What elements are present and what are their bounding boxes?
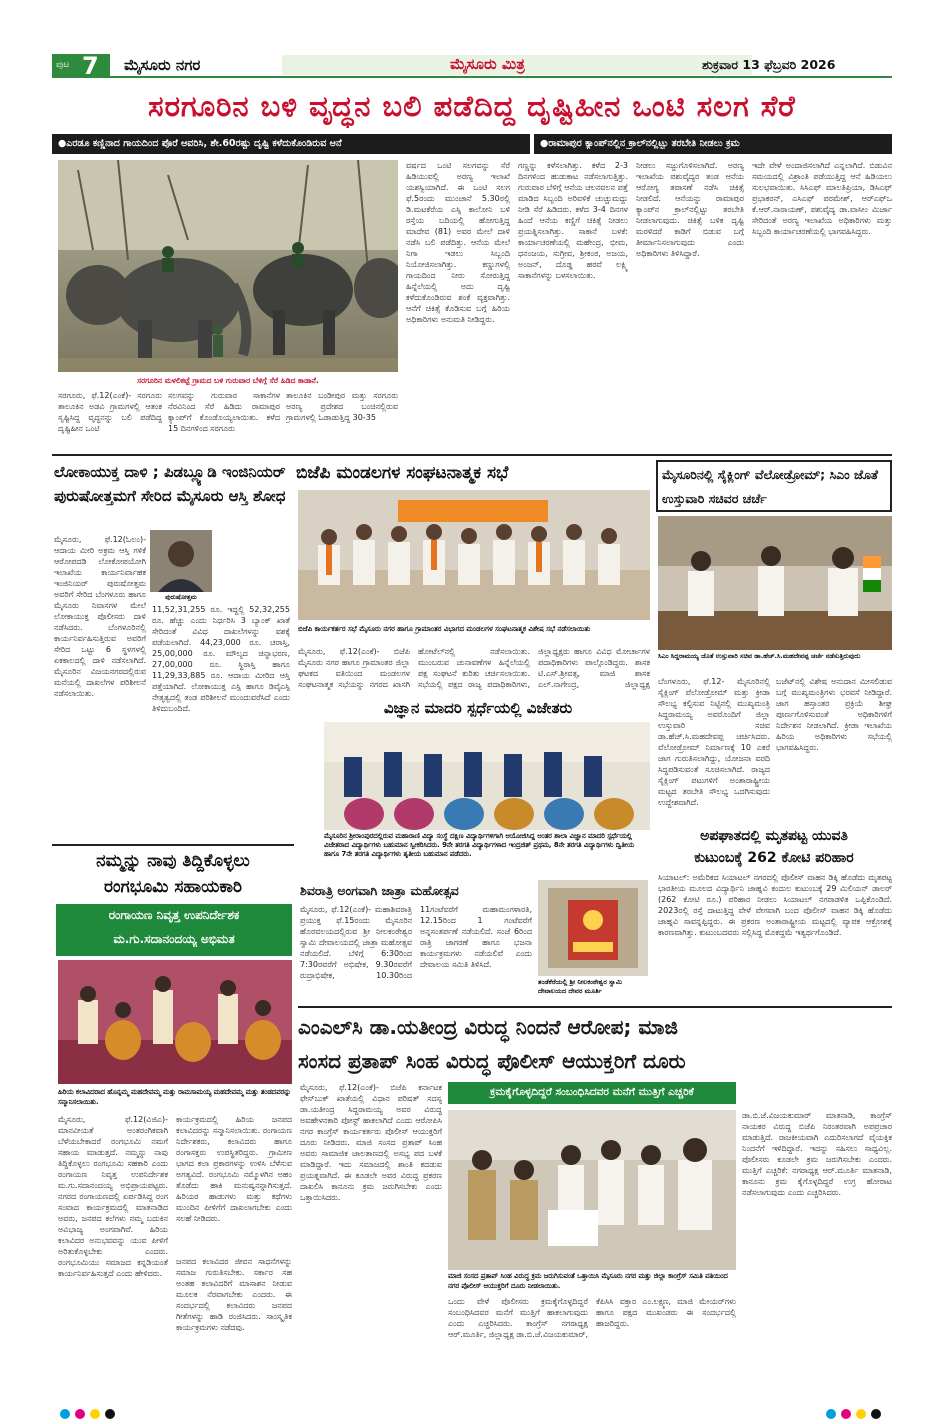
lead-body-col7: ಇದೇ ವೇಳೆ ಅಂದಾಜಿಸಲಾಗಿದೆ ಎನ್ನಲಾಗಿದೆ. ಬಿಡುವಿನ ಸಮಯದಲ್ಲಿ ವಿಶ್ರಾಂತಿ ಪಡೆಯುತ್ತಿದ್ದ ಆನೆ ಹಿಡಿಯಲು ಸುಲಭವಾಯಿತು. ಸಿಸಿಎಫ್ ಮಾಲತಿಪ್ರಿಯಾ, ಡಿಸಿಎಫ್ ಪ್ರಭಾಕರನ್, ಎಸಿಎಫ್ ಪರಮೇಶ್, ಆರ್‌ಎಫ್‌ಒ ಕೆ.ಆರ್.ನಾರಾಯಣ್, ಪಶುವೈದ್ಯ ಡಾ.ವಾಸೀಂ ಮಿರ್ಜಾ ಸೇರಿದಂತೆ ಅರಣ್ಯ ಇಲಾಖೆಯ ಅಧಿಕಾರಿಗಳು ಮತ್ತು ಸಿಬ್ಬಂದಿ ಕಾರ್ಯಾಚರಣೆಯಲ್ಲಿ ಭಾಗವಹಿಸಿದ್ದರು. — [752, 161, 892, 236]
magenta-dot — [841, 1409, 851, 1419]
police-complaint-illustration — [448, 1110, 736, 1270]
lead-body-col6: ನೀಡಲು ಸಜ್ಜುಗೊಳಿಸಲಾಗಿದೆ. ಅರಣ್ಯ ಇಲಾಖೆಯ ಪಶುವೈದ್ಯರ ತಂಡ ಆನೆಯ ಆರೋಗ್ಯ ತಪಾಸಣೆ ನಡೆಸಿ ಚಿಕಿತ್ಸೆ ನೀಡಲಿದೆ. ಆನೆಯನ್ನು ರಾಮಾಪುರ ಕ್ಯಾಂಪ್‌ನ ಕ್ರಾಲ್‌ನಲ್ಲಿಟ್ಟು ತರಬೇತಿ ನೀಡಲಾಗುವುದು. ಚಿಕಿತ್ಸೆ ಬಳಿಕ ದೃಷ್ಟಿ ಮರಳಿದರೆ ಕಾಡಿಗೆ ಬಿಡುವ ಬಗ್ಗೆ ತೀರ್ಮಾನಿಸಲಾಗುವುದು ಎಂದು ಅಧಿಕಾರಿಗಳು ತಿಳಿಸಿದ್ದಾರೆ. — [636, 161, 744, 258]
lokayukta-body-2: 11,52,31,255 ರೂ. ಇದ್ದಲ್ಲಿ 52,32,255 ರೂ. ಹೆಚ್ಚು ಎಂದು ನಿರ್ಧರಿಸಿ 3 ಬ್ಯಾಂಕ್ ಖಾತೆ ಸೇರಿದಂತೆ ವಿವಿಧ ದಾಖಲೆಗಳನ್ನು ವಶಕ್ಕೆ ಪಡೆಯಲಾಗಿದೆ. 44,23,000 ರೂ. ಚರಾಸ್ತಿ, 25,00,000 ರೂ. ಮೌಲ್ಯದ ಚಿನ್ನಾಭರಣ, 27,00,000 ರೂ. ಸ್ಥಿರಾಸ್ತಿ ಹಾಗೂ 11,29,33,885 ರೂ. ಆದಾಯ ಮೀರಿದ ಆಸ್ತಿ ಪತ್ತೆಯಾಗಿದೆ. ಲೋಕಾಯುಕ್ತ ಎಸ್ಪಿ ಹಾಗೂ ಡಿವೈಎಸ್ಪಿ ನೇತೃತ್ವದಲ್ಲಿ ತಂಡ ಪರಿಶೀಲನೆ ಮುಂದುವರೆಸಿದೆ ಎಂದು ತಿಳಿದುಬಂದಿದೆ. — [152, 605, 290, 713]
yellow-dot — [90, 1409, 100, 1419]
elephant-illustration — [58, 160, 398, 372]
lead-photo-caption: ಸರಗೂರಿನ ಮಳಲಿಕಟ್ಟೆ ಗ್ರಾಮದ ಬಳಿ ಗುರುವಾರ ಬೆಳಿಗ್ಗೆ ಸೆರೆ ಹಿಡಿದ ಕಾಡಾನೆ. — [137, 376, 319, 385]
divider — [298, 1006, 892, 1008]
page-number-box — [52, 54, 110, 78]
portrait-photo — [150, 530, 212, 592]
students-illustration — [324, 722, 650, 830]
felicitation-illustration — [58, 960, 292, 1084]
lead-subbar-right: ●ರಾಮಾಪುರ ಕ್ಯಾಂಪ್‌ನಲ್ಲಿನ ಕ್ರಾಲ್‌ನಲ್ಲಿಟ್ಟು ತರಬೇತಿ ನೀಡಲು ಕ್ರಮ — [534, 134, 892, 154]
bjp-photo-caption: ಬಿಜೆಪಿ ಕಾರ್ಯಕರ್ತರ ಸಭೆ ಮೈಸೂರು ನಗರ ಹಾಗೂ ಗ್ರಾಮಾಂತರ ವಿಭಾಗದ ಮಂಡಲಗಳ ಸಂಘಟನಾತ್ಮಕ ವಿಶೇಷ ಸಭೆ ನಡೆಸಲಾಯಿತು — [298, 625, 591, 633]
divider — [52, 454, 892, 456]
lead-headline: ಸರಗೂರಿನ ಬಳಿ ವೃದ್ಧನ ಬಲಿ ಪಡೆದಿದ್ದ ದೃಷ್ಟಿಹೀನ ಒಂಟಿ ಸಲಗ ಸೆರೆ — [148, 89, 796, 123]
page-label: ಪುಟ — [56, 60, 70, 70]
section-name: ಮೈಸೂರು ನಗರ — [124, 56, 201, 74]
lokayukta-body-2b — [214, 534, 290, 600]
velodrome-headline-box — [656, 460, 892, 512]
lead-body-col2: ಸಲಗವನ್ನು ಗುರುವಾರ ಸಾಕಾನೆಗಳ ನೆರವಿನಿಂದ ಸೆರೆ ಹಿಡಿದು ರಾಮಾಪುರ ಕ್ಯಾಂಪ್‌ಗೆ ಕೊಂಡೊಯ್ಯಲಾಯಿತು. ಕಳೆದ 15 ದಿನಗಳಿಂದ ಸರಗೂರು — [168, 391, 280, 433]
rangayana-subbar: ರಂಗಾಯಣ ನಿವೃತ್ತ ಉಪನಿರ್ದೇಶಕ ಮ.ಗು.ಸದಾನಂದಯ್ಯ ಅಭಿಮತ — [56, 904, 292, 956]
lead-body-col4: ವರ್ಷದ ಒಂಟಿ ಸಲಗವನ್ನು ಸೆರೆ ಹಿಡಿಯುವಲ್ಲಿ ಅರಣ್ಯ ಇಲಾಖೆ ಯಶಸ್ವಿಯಾಗಿದೆ. ಈ ಒಂಟಿ ಸಲಗ ಫೆ.5ರಂದು ಮುಂಜಾನೆ 5.30ರಲ್ಲಿ ಡಿ.ಮಟಕೆರೆಯ ಎಸ್ಸಿ ಕಾಲೋನಿ ಬಳಿ ರಸ್ತೆಯ ಬದಿಯಲ್ಲಿ ಹೋಗುತ್ತಿದ್ದ ಮಾದೇವ (81) ಅವರ ಮೇಲೆ ದಾಳಿ ನಡೆಸಿ ಬಲಿ ಪಡೆದಿತ್ತು. ಆನೆಯ ಮೇಲೆ ನಿಗಾ ಇಡಲು ಸಿಬ್ಬಂದಿ ನಿಯೋಜಿಸಲಾಗಿತ್ತು. ಕಣ್ಣುಗಳಲ್ಲಿ ಗಾಯದಿಂದ ನೀರು ಸೋರುತ್ತಿದ್ದ ಹಿನ್ನೆಲೆಯಲ್ಲಿ ಅದು ದೃಷ್ಟಿ ಕಳೆದುಕೊಂಡಿರುವ ಶಂಕೆ ವ್ಯಕ್ತವಾಗಿತ್ತು. ಆನೆಗೆ ಚಿಕಿತ್ಸೆ ಕೊಡಿಸುವ ಬಗ್ಗೆ ಹಿರಿಯ ಅಧಿಕಾರಿಗಳು ಅನುಮತಿ ನೀಡಿದ್ದರು. — [406, 161, 510, 324]
shivaratri-headline: ಶಿವರಾತ್ರಿ ಅಂಗವಾಗಿ ಜಾತ್ರಾ ಮಹೋತ್ಸವ — [300, 883, 459, 898]
bjp-body: ಮೈಸೂರು, ಫೆ.12(ಎಂಕೆ)- ಬಿಜೆಪಿ ಮೈಸೂರು ನಗರ ಹಾಗೂ ಗ್ರಾಮಾಂತರ ಜಿಲ್ಲಾ ಘಟಕದ ವತಿಯಿಂದ ಮಂಡಲಗಳ ಸಂಘಟನಾತ್ಮಕ ಸಭೆಯನ್ನು ನಗರದ ಖಾಸಗಿ ಹೋಟೆಲ್‌ನಲ್ಲಿ ನಡೆಸಲಾಯಿತು. ಮುಂಬರುವ ಚುನಾವಣೆಗಳ ಹಿನ್ನೆಲೆಯಲ್ಲಿ ಪಕ್ಷ ಸಂಘಟನೆ ಕುರಿತು ಚರ್ಚಿಸಲಾಯಿತು. ಸಭೆಯಲ್ಲಿ ಪಕ್ಷದ ರಾಜ್ಯ ಪದಾಧಿಕಾರಿಗಳು, ಜಿಲ್ಲಾಧ್ಯಕ್ಷರು ಹಾಗೂ ವಿವಿಧ ಮೋರ್ಚಾಗಳ ಪದಾಧಿಕಾರಿಗಳು ಪಾಲ್ಗೊಂಡಿದ್ದರು. ಶಾಸಕ ಟಿ.ಎಸ್.ಶ್ರೀವತ್ಸ, ಮಾಜಿ ಶಾಸಕ ಎಲ್.ನಾಗೇಂದ್ರ, ಜಿಲ್ಲಾಧ್ಯಕ್ಷ — [298, 647, 650, 689]
lokayukta-headline: ಲೋಕಾಯುಕ್ತ ದಾಳಿ ; ಪಿಡಬ್ಲ್ಯೂಡಿ ಇಂಜಿನಿಯರ್ ಪುರುಷೋತ್ತಮಗೆ ಸೇರಿದ ಮೈಸೂರು ಆಸ್ತಿ ಶೋಧ — [54, 463, 286, 505]
science-headline: ವಿಜ್ಞಾನ ಮಾದರಿ ಸ್ಪರ್ಧೆಯಲ್ಲಿ ವಿಜೇತರು — [383, 699, 573, 717]
complaint-body: ಮೈಸೂರು, ಫೆ.12(ಎಂಕೆ)- ಬಿಜೆಪಿ ಕರ್ನಾಟಕ ಫೇಸ್‌ಬುಕ್ ಖಾತೆಯಲ್ಲಿ ವಿಧಾನ ಪರಿಷತ್ ಸದಸ್ಯ ಡಾ.ಯತೀಂದ್ರ ಸಿದ್ದರಾಮಯ್ಯ ಅವರ ವಿರುದ್ಧ ಅವಹೇಳನಕಾರಿ ಪೋಸ್ಟ್ ಹಾಕಲಾಗಿದೆ ಎಂದು ಆರೋಪಿಸಿ ನಗರ ಕಾಂಗ್ರೆಸ್ ಕಾರ್ಯಕರ್ತರು ಪೊಲೀಸ್ ಆಯುಕ್ತರಿಗೆ ದೂರು ನೀಡಿದರು. ಮಾಜಿ ಸಂಸದ ಪ್ರತಾಪ್ ಸಿಂಹ ಅವರು ಸಾಮಾಜಿಕ ಜಾಲತಾಣದಲ್ಲಿ ಅಸಭ್ಯ ಪದ ಬಳಕೆ ಮಾಡಿದ್ದಾರೆ. ಇದು ಸಮಾಜದಲ್ಲಿ ಶಾಂತಿ ಕದಡುವ ಪ್ರಯತ್ನವಾಗಿದೆ. ಈ ಕೂಡಲೇ ಅವರ ವಿರುದ್ಧ ಪ್ರಕರಣ ದಾಖಲಿಸಿ ಕಾನೂನು ಕ್ರಮ ಜರುಗಿಸಬೇಕು ಎಂದು ಒತ್ತಾಯಿಸಿದರು. — [300, 1083, 442, 1202]
rangayana-body-2: ಕಾರ್ಯಕ್ರಮದಲ್ಲಿ ಹಿರಿಯ ಜನಪದ ಕಲಾವಿದರನ್ನು ಸನ್ಮಾನಿಸಲಾಯಿತು. ರಂಗಾಯಣ ನಿರ್ದೇಶಕರು, ಕಲಾವಿದರು ಹಾಗೂ ರಂಗಾಸಕ್ತರು ಉಪಸ್ಥಿತರಿದ್ದರು. ಗ್ರಾಮೀಣ ಭಾಗದ ಕಲಾ ಪ್ರಕಾರಗಳನ್ನು ಉಳಿಸಿ ಬೆಳೆಸುವ ಅಗತ್ಯವಿದೆ. ರಂಗಭೂಮಿ ನಮ್ಮೊಳಗಿನ ಅಹಂ ತೊಡೆದು ಹಾಕಿ ಮನುಷ್ಯನನ್ನಾಗಿಸುತ್ತದೆ. ಹಿರಿಯರ ಹಾಡುಗಳು ಮತ್ತು ಕಥೆಗಳು ಮುಂದಿನ ಪೀಳಿಗೆಗೆ ದಾಖಲಾಗಬೇಕು ಎಂದು ಸಲಹೆ ನೀಡಿದರು. — [176, 1115, 292, 1223]
lead-body-col3: ತಾಲೂಕಿನ ಬಂಡೀಪುರ ಮತ್ತು ಸರಗೂರು ಅರಣ್ಯ ಪ್ರದೇಶದ ಬಂಚಿನಲ್ಲಿರುವ ಗ್ರಾಮಗಳಲ್ಲಿ ಓಡಾಡುತ್ತಿದ್ದ 30-35 — [286, 391, 398, 422]
complaint-headline-2: ಸಂಸದ ಪ್ರತಾಪ್ ಸಿಂಹ ವಿರುದ್ಧ ಪೊಲೀಸ್ ಆಯುಕ್ತರಿಗೆ ದೂರು — [298, 1049, 686, 1073]
rangayana-body-3: ಜನಪದ ಕಲಾವಿದರ ಜೀವನ ಸಾಧನೆಗಳನ್ನು ಸಮಾಜ ಗುರುತಿಸಬೇಕು. ಸರ್ಕಾರ ಸಹ ಅಂತಹ ಕಲಾವಿದರಿಗೆ ಮಾಸಾಶನ ನೀಡುವ ಮೂಲಕ ನೆರವಾಗಬೇಕು ಎಂದರು. ಈ ಸಂದರ್ಭದಲ್ಲಿ ಕಲಾವಿದರು ಜನಪದ ಗೀತೆಗಳನ್ನು ಹಾಡಿ ರಂಜಿಸಿದರು. ಸಾಂಸ್ಕೃತಿಕ ಕಾರ್ಯಕ್ರಮಗಳು ನಡೆದವು. — [176, 1257, 292, 1332]
velodrome-photo-caption: ಸಿಎಂ ಸಿದ್ದರಾಮಯ್ಯ ಜೊತೆ ಉಸ್ತುವಾರಿ ಸಚಿವ ಡಾ.ಹೆಚ್.ಸಿ.ಮಹದೇವಪ್ಪ ಚರ್ಚೆ ನಡೆಸುತ್ತಿರುವುದು — [658, 652, 861, 660]
cyan-dot — [826, 1409, 836, 1419]
shivaratri-photo — [538, 880, 648, 976]
paper-name: ಮೈಸೂರು ಮಿತ್ರ — [450, 55, 525, 73]
lokayukta-body: ಮೈಸೂರು, ಫೆ.12(ಓಲಂ)- ಆದಾಯ ಮೀರಿ ಅಕ್ರಮ ಆಸ್ತಿ ಗಳಿಕೆ ಆರೋಪದಡಿ ಲೋಕೋಪಯೋಗಿ ಇಲಾಖೆಯ ಕಾರ್ಯನಿರ್ವಾಹಕ ಇಂಜಿನಿಯರ್ ಪುರುಷೋತ್ತಮ ಅವರಿಗೆ ಸೇರಿದ ಬೆಂಗಳೂರು ಹಾಗೂ ಮೈಸೂರು ನಿವಾಸಗಳ ಮೇಲೆ ಲೋಕಾಯುಕ್ತ ಪೊಲೀಸರು ದಾಳಿ ನಡೆಸಿದರು. ಬೆಂಗಳೂರಿನಲ್ಲಿ ಕಾರ್ಯನಿರ್ವಹಿಸುತ್ತಿರುವ ಅವರಿಗೆ ಸೇರಿದ ಒಟ್ಟು 6 ಸ್ಥಳಗಳಲ್ಲಿ ಏಕಕಾಲದಲ್ಲಿ ದಾಳಿ ನಡೆಸಲಾಗಿದೆ. ಮೈಸೂರಿನ ವಿಜಯನಗರದಲ್ಲಿರುವ ಮನೆಯಲ್ಲಿ ದಾಖಲೆಗಳ ಪರಿಶೀಲನೆ ನಡೆಸಲಾಯಿತು. — [54, 535, 146, 698]
portrait-illustration — [150, 530, 212, 592]
issue-date: ಶುಕ್ರವಾರ 13 ಫೆಬ್ರವರಿ 2026 — [702, 57, 836, 72]
accident-body: ಸಿಯಾಟಲ್: ಅಮೆರಿಕದ ಸಿಯಾಟಲ್ ನಗರದಲ್ಲಿ ಪೊಲೀಸ್ ವಾಹನ ಡಿಕ್ಕಿ ಹೊಡೆದು ಮೃತಪಟ್ಟ ಭಾರತೀಯ ಮೂಲದ ವಿದ್ಯಾರ್ಥಿನಿ ಜಾಹ್ನವಿ ಕಂದುಲ ಕುಟುಂಬಕ್ಕೆ 29 ಮಿಲಿಯನ್ ಡಾಲರ್ (262 ಕೋಟಿ ರೂ.) ಪರಿಹಾರ ನೀಡಲು ಸಿಯಾಟಲ್ ನಗರಾಡಳಿತ ಒಪ್ಪಿಕೊಂಡಿದೆ. 2023ರಲ್ಲಿ ರಸ್ತೆ ದಾಟುತ್ತಿದ್ದ ವೇಳೆ ವೇಗವಾಗಿ ಬಂದ ಪೊಲೀಸ್ ವಾಹನ ಡಿಕ್ಕಿ ಹೊಡೆದು ಜಾಹ್ನವಿ ಸಾವನ್ನಪ್ಪಿದ್ದರು. ಈ ಪ್ರಕರಣ ಅಂತಾರಾಷ್ಟ್ರೀಯ ಮಟ್ಟದಲ್ಲಿ ವ್ಯಾಪಕ ಆಕ್ರೋಶಕ್ಕೆ ಕಾರಣವಾಗಿತ್ತು. ಕುಟುಂಬದವರು ಸಲ್ಲಿಸಿದ್ದ ಮೊಕದ್ದಮೆ ಇತ್ಯರ್ಥಗೊಂಡಿದೆ. — [658, 873, 892, 937]
elephant-photo — [58, 160, 398, 372]
complaint-headline-1: ಎಂಎಲ್‌ಸಿ ಡಾ.ಯತೀಂದ್ರ ವಿರುದ್ಧ ನಿಂದನೆ ಆರೋಪ; ಮಾಜಿ — [298, 1015, 678, 1039]
magenta-dot — [75, 1409, 85, 1419]
black-dot — [871, 1409, 881, 1419]
rangayana-photo — [58, 960, 292, 1084]
lead-subbar-left: ●ಎರಡೂ ಕಣ್ಣಿನಾದ ಗಾಯದಿಂದ ಪೊರೆ ಆವರಿಸಿ, ಶೇ.60ರಷ್ಟು ದೃಷ್ಟಿ ಕಳೆದುಕೊಂಡಿರುವ ಆನೆ — [52, 134, 530, 154]
office-meeting-illustration — [658, 516, 892, 650]
science-photo-caption: ಮೈಸೂರಿನ ಶ್ರೀರಾಂಪುರದಲ್ಲಿರುವ ಮಹಾರಾಣಿ ವಿದ್ಯಾ ಸಂಸ್ಥೆ ದಕ್ಷಿಣ ವಿದ್ಯಾರ್ಥಿಗಳಿಗಾಗಿ ಆಯೋಜಿಸಿದ್ದ ಅಂತರ ಶಾಲಾ ವಿಜ್ಞಾನ ಮಾದರಿ ಸ್ಪರ್ಧೆಯಲ್ಲಿ ವಿಜೇತರಾದ ವಿದ್ಯಾರ್ಥಿಗಳು ಬಹುಮಾನ ಸ್ವೀಕರಿಸಿದರು. 9ನೇ ತರಗತಿ ವಿದ್ಯಾರ್ಥಿಗಳಾದ ಇಂದ್ರಜಿತ್ ಪ್ರಥಮ, 8ನೇ ತರಗತಿ ವಿದ್ಯಾರ್ಥಿಗಳು ದ್ವಿತೀಯ ಹಾಗೂ 7ನೇ ತರಗತಿ ವಿದ್ಯಾರ್ಥಿಗಳು ತೃತೀಯ ಬಹುಮಾನ ಪಡೆದರು. — [324, 832, 635, 858]
bjp-photo — [298, 490, 650, 620]
lead-body-col5: ಗಣ್ಣನ್ನು ಕಳೆಸಲಾಗಿತ್ತು. ಕಳೆದ 2-3 ದಿನಗಳಿಂದ ಹುಡುಕಾಟ ನಡೆಸಲಾಗುತ್ತಿತ್ತು. ಗುರುವಾರ ಬೆಳಿಗ್ಗೆ ಆನೆಯ ಚಲನವಲನ ಪತ್ತೆ ಮಾಡಿದ ಸಿಬ್ಬಂದಿ ಅರಿವಳಿಕೆ ಚುಚ್ಚುಮದ್ದು ನೀಡಿ ಸೆರೆ ಹಿಡಿದರು. ಕಳೆದ 3-4 ದಿನಗಳ ಹಿಂದೆ ಆನೆಯ ಕಣ್ಣಿಗೆ ಚಿಕಿತ್ಸೆ ನೀಡಲು ಪ್ರಯತ್ನಿಸಲಾಗಿತ್ತು. ಸಾಕಾನೆ ಬಳಕೆ: ಕಾರ್ಯಾಚರಣೆಯಲ್ಲಿ ಮಹೇಂದ್ರ, ಭೀಮ, ಧನಂಜಯ, ಸುಗ್ರೀವ, ಶ್ರೀಕಂಠ, ಅಜಯ, ಅಂಜನ್, ದೊಡ್ಡ ಹರವೆ ಲಕ್ಷ್ಮಿ ಸಾಕಾನೆಗಳನ್ನು ಬಳಸಲಾಯಿತು. — [518, 161, 628, 280]
complaint-body-2: ಒಂದು ವೇಳೆ ಪೊಲೀಸರು ಕ್ರಮಕೈಗೊಳ್ಳದಿದ್ದರೆ ಸಂಬಂಧಿಸಿದವರ ಮನೆಗೆ ಮುತ್ತಿಗೆ ಹಾಕಲಾಗುವುದು ಎಂದು ಎಚ್ಚರಿಸಿದರು. ಕಾಂಗ್ರೆಸ್ ನಗರಾಧ್ಯಕ್ಷ ಆರ್.ಮೂರ್ತಿ, ಜಿಲ್ಲಾಧ್ಯಕ್ಷ ಡಾ.ಬಿ.ಜೆ.ವಿಜಯಕುಮಾರ್, ಕೆಪಿಸಿಸಿ ವಕ್ತಾರ ಎಂ.ಲಕ್ಷ್ಮಣ, ಮಾಜಿ ಮೇಯರ್‌ಗಳು ಹಾಗೂ ಪಕ್ಷದ ಮುಖಂಡರು ಈ ಸಂದರ್ಭದಲ್ಲಿ ಹಾಜರಿದ್ದರು. — [448, 1297, 736, 1339]
complaint-body-3: ಡಾ.ಬಿ.ಜೆ.ವಿಜಯಕುಮಾರ್ ಮಾತನಾಡಿ, ಕಾಂಗ್ರೆಸ್ ನಾಯಕರ ವಿರುದ್ಧ ಬಿಜೆಪಿ ನಿರಂತರವಾಗಿ ಅಪಪ್ರಚಾರ ಮಾಡುತ್ತಿದೆ. ರಾಜಕೀಯವಾಗಿ ಎದುರಿಸಲಾಗದೆ ವೈಯಕ್ತಿಕ ನಿಂದನೆಗೆ ಇಳಿದಿದ್ದಾರೆ. ಇದನ್ನು ಸಹಿಸಲು ಸಾಧ್ಯವಿಲ್ಲ. ಪೊಲೀಸರು ಕೂಡಲೇ ಕ್ರಮ ಜರುಗಿಸಬೇಕು ಎಂದರು. ಮುತ್ತಿಗೆ ಎಚ್ಚರಿಕೆ: ನಗರಾಧ್ಯಕ್ಷ ಆರ್.ಮೂರ್ತಿ ಮಾತನಾಡಿ, ಕಾನೂನು ಕ್ರಮ ಕೈಗೊಳ್ಳದಿದ್ದರೆ ಉಗ್ರ ಹೋರಾಟ ನಡೆಸಲಾಗುವುದು ಎಂದು ಎಚ್ಚರಿಸಿದರು. — [742, 1111, 892, 1197]
velodrome-body-2: ಬಜೆಟ್‌ನಲ್ಲಿ ವಿಶೇಷ ಅನುದಾನ ಮೀಸಲಿಡುವ ಬಗ್ಗೆ ಮುಖ್ಯಮಂತ್ರಿಗಳು ಭರವಸೆ ನೀಡಿದ್ದಾರೆ. ಜಾಗ ಹಸ್ತಾಂತರ ಪ್ರಕ್ರಿಯೆ ಶೀಘ್ರ ಪೂರ್ಣಗೊಳಿಸುವಂತೆ ಅಧಿಕಾರಿಗಳಿಗೆ ನಿರ್ದೇಶನ ನೀಡಲಾಗಿದೆ. ಕ್ರೀಡಾ ಇಲಾಖೆಯ ಹಿರಿಯ ಅಧಿಕಾರಿಗಳು ಸಭೆಯಲ್ಲಿ ಭಾಗವಹಿಸಿದ್ದರು. — [776, 677, 892, 752]
shivaratri-body: ಮೈಸೂರು, ಫೆ.12(ಎಂಕೆ)- ಮಹಾಶಿವರಾತ್ರಿ ಪ್ರಯುಕ್ತ ಫೆ.15ರಂದು ಮೈಸೂರಿನ ಹೊರವಲಯದಲ್ಲಿರುವ ಶ್ರೀ ನೀಲಕಂಠೇಶ್ವರ ಸ್ವಾಮಿ ದೇವಾಲಯದಲ್ಲಿ ಜಾತ್ರಾ ಮಹೋತ್ಸವ ನಡೆಯಲಿದೆ. ಬೆಳಿಗ್ಗೆ 6:30ರಿಂದ 7:30ರವರೆಗೆ ಅಭಿಷೇಕ, 9.30ರವರೆಗೆ ರುದ್ರಾಭಿಷೇಕ, 10.30ರಿಂದ 11ಗಂಟೆವರೆಗೆ ಮಹಾಮಂಗಳಾರತಿ, 12.15ರಿಂದ 1 ಗಂಟೆವರೆಗೆ ಅನ್ನಸಂತರ್ಪಣೆ ನಡೆಯಲಿದೆ. ಸಂಜೆ 6ರಿಂದ ರಾತ್ರಿ ಜಾಗರಣೆ ಹಾಗೂ ಭಜನಾ ಕಾರ್ಯಕ್ರಮಗಳು ನಡೆಯಲಿವೆ ಎಂದು ದೇವಾಲಯ ಸಮಿತಿ ತಿಳಿಸಿದೆ. — [300, 905, 532, 980]
meeting-illustration — [298, 490, 650, 620]
bjp-headline: ಬಿಜೆಪಿ ಮಂಡಲಗಳ ಸಂಘಟನಾತ್ಮಕ ಸಭೆ — [296, 463, 509, 483]
yellow-dot — [856, 1409, 866, 1419]
masthead — [52, 52, 892, 78]
science-photo — [324, 722, 650, 830]
page-number: 7 — [82, 52, 99, 80]
footer-color-dots-right — [826, 1404, 886, 1423]
shivaratri-photo-caption: ತಂಡೆಕೆರೆಯಲ್ಲಿ ಶ್ರೀ ನೀಲಕಂಠೇಶ್ವರ ಸ್ವಾಮಿ ದೇವಾಲಯದ ದೇವರ ಮೂರ್ತಿ — [538, 978, 623, 995]
velodrome-headline: ಮೈಸೂರಿನಲ್ಲಿ ಸೈಕ್ಲಿಂಗ್ ವೆಲೋಡ್ರೋಮ್; ಸಿಎಂ ಜೊತೆ ಉಸ್ತುವಾರಿ ಸಚಿವರ ಚರ್ಚೆ — [662, 467, 879, 506]
rangayana-headline-1: ನಮ್ಮನ್ನು ನಾವು ತಿದ್ದಿಕೊಳ್ಳಲು — [96, 851, 250, 871]
rangayana-headline-2: ರಂಗಭೂಮಿ ಸಹಾಯಕಾರಿ — [104, 877, 242, 897]
accident-headline-1: ಅಪಘಾತದಲ್ಲಿ ಮೃತಪಟ್ಟ ಯುವತಿ — [700, 828, 848, 844]
complaint-subbar: ಕ್ರಮಕೈಗೊಳ್ಳದಿದ್ದರೆ ಸಂಬಂಧಿಸಿದವರ ಮನೆಗೆ ಮುತ್ತಿಗೆ ಎಚ್ಚರಿಕೆ — [448, 1082, 736, 1104]
rangayana-photo-caption: ಹಿರಿಯ ಕಲಾವಿದರಾದ ಹೊನ್ನಮ್ಮ ಮಹದೇವಮ್ಮ ಮತ್ತು ರಾಮಸಾಮಯ್ಯ ಮಹದೇವಮ್ಮ ಮತ್ತು ತಂಡದವರನ್ನು ಸನ್ಮಾನಿಸಲಾಯಿತು. — [58, 1088, 291, 1106]
cyan-dot — [60, 1409, 70, 1419]
divider — [52, 844, 294, 846]
complaint-photo — [448, 1110, 736, 1270]
velodrome-photo — [658, 516, 892, 650]
lead-body-col1: ಸರಗೂರು, ಫೆ.12(ಎಂಕೆ)- ಸರಗೂರು ತಾಲೂಕಿನ ಅಡವಿ ಗ್ರಾಮಗಳಲ್ಲಿ ಆತಂಕ ಸೃಷ್ಟಿಸಿದ್ದ ವೃದ್ಧನನ್ನು ಬಲಿ ಪಡೆದಿದ್ದ ದೃಷ್ಟಿಹೀನ ಒಂಟಿ — [58, 391, 162, 433]
deity-illustration — [538, 880, 648, 976]
portrait-caption: ಪುರುಷೋತ್ತಮ — [165, 593, 197, 601]
complaint-photo-caption: ಮಾಜಿ ಸಂಸದ ಪ್ರತಾಪ್ ಸಿಂಹ ವಿರುದ್ಧ ಕ್ರಮ ಜರುಗಿಸುವಂತೆ ಒತ್ತಾಯಿಸಿ ಮೈಸೂರು ನಗರ ಮತ್ತು ಜಿಲ್ಲಾ ಕಾಂಗ್ರೆಸ್ ಸಮಿತಿ ವತಿಯಿಂದ ನಗರ ಪೊಲೀಸ್ ಆಯುಕ್ತರಿಗೆ ದೂರು ನೀಡಲಾಯಿತು. — [448, 1272, 728, 1290]
footer-color-dots-left — [60, 1404, 120, 1423]
accident-headline-2: ಕುಟುಂಬಕ್ಕೆ 262 ಕೋಟಿ ಪರಿಹಾರ — [694, 850, 854, 866]
black-dot — [105, 1409, 115, 1419]
velodrome-body: ಬೆಂಗಳೂರು, ಫೆ.12- ಮೈಸೂರಿನಲ್ಲಿ ಸೈಕ್ಲಿಂಗ್ ವೆಲೋಡ್ರೋಮ್ ಮತ್ತು ಕ್ರೀಡಾ ಸೌಲಭ್ಯ ಕಲ್ಪಿಸುವ ನಿಟ್ಟಿನಲ್ಲಿ ಮುಖ್ಯಮಂತ್ರಿ ಸಿದ್ದರಾಮಯ್ಯ ಅವರೊಂದಿಗೆ ಜಿಲ್ಲಾ ಉಸ್ತುವಾರಿ ಸಚಿವ ಡಾ.ಹೆಚ್.ಸಿ.ಮಹದೇವಪ್ಪ ಚರ್ಚಿಸಿದರು. ವೆಲೋಡ್ರೋಮ್ ನಿರ್ಮಾಣಕ್ಕೆ 10 ಎಕರೆ ಜಾಗ ಗುರುತಿಸಲಾಗಿದ್ದು, ಯೋಜನಾ ವರದಿ ಸಿದ್ಧಪಡಿಸುವಂತೆ ಸೂಚಿಸಲಾಗಿದೆ. ರಾಜ್ಯದ ಸೈಕ್ಲಿಂಗ್ ಪಟುಗಳಿಗೆ ಅಂತಾರಾಷ್ಟ್ರೀಯ ಮಟ್ಟದ ತರಬೇತಿ ಸೌಲಭ್ಯ ಒದಗಿಸುವುದು ಉದ್ದೇಶವಾಗಿದೆ. — [658, 677, 770, 807]
rangayana-body: ಮೈಸೂರು, ಫೆ.12(ವಿಜಿಎ)- ಮಾನವೀಯತೆ ಅಂತರಂಗಿಕವಾಗಿ ಬೆಳೆಯಬೇಕಾದರೆ ರಂಗಭೂಮಿ ನಮಗೆ ಸಹಾಯ ಮಾಡುತ್ತದೆ. ನಮ್ಮನ್ನು ನಾವು ತಿದ್ದಿಕೊಳ್ಳಲು ರಂಗಭೂಮಿ ಸಹಕಾರಿ ಎಂದು ರಂಗಾಯಣ ನಿವೃತ್ತ ಉಪನಿರ್ದೇಶಕ ಮ.ಗು.ಸದಾನಂದಯ್ಯ ಅಭಿಪ್ರಾಯಪಟ್ಟರು. ನಗರದ ರಂಗಾಯಣದಲ್ಲಿ ಏರ್ಪಡಿಸಿದ್ದ ರಂಗ ಸಂವಾದ ಕಾರ್ಯಕ್ರಮದಲ್ಲಿ ಮಾತನಾಡಿದ ಅವರು, ಜನಪದ ಕಲೆಗಳು ನಮ್ಮ ಬದುಕಿನ ಅವಿಭಾಜ್ಯ ಅಂಗವಾಗಿವೆ. ಹಿರಿಯ ಕಲಾವಿದರ ಅನುಭವವನ್ನು ಯುವ ಪೀಳಿಗೆ ಅರಿತುಕೊಳ್ಳಬೇಕು ಎಂದರು. ರಂಗಭೂಮಿಯು ಸಮಾಜದ ಕನ್ನಡಿಯಂತೆ ಕಾರ್ಯನಿರ್ವಹಿಸುತ್ತದೆ ಎಂದು ಹೇಳಿದರು. — [58, 1115, 168, 1278]
